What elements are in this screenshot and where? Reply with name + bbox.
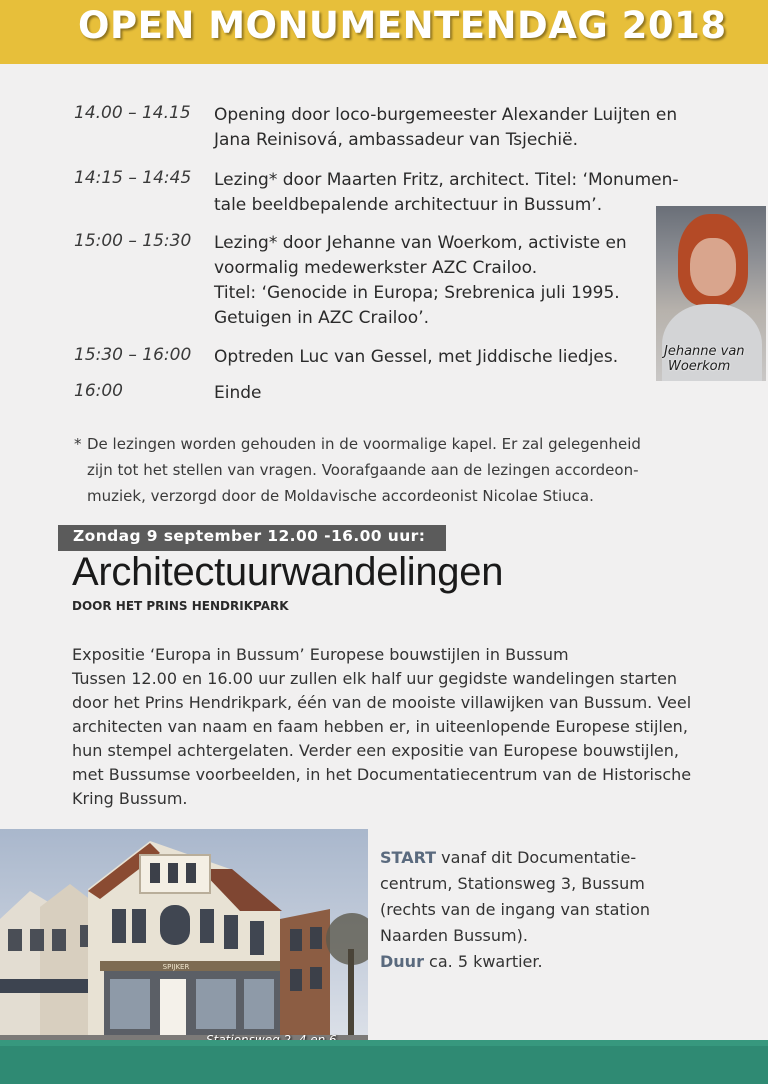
start-line-text: vanaf dit Documentatie- bbox=[436, 848, 637, 867]
program-line: Titel: ‘Genocide in Europa; Srebrenica juli 1995. bbox=[214, 283, 620, 303]
start-line bbox=[380, 949, 543, 975]
body-line: door het Prins Hendrikpark, één van de mooiste villawijken van Bussum. Veel bbox=[72, 693, 692, 712]
duration-text: ca. 5 kwartier. bbox=[423, 952, 543, 971]
program-line: voormalig medewerkster AZC Crailoo. bbox=[214, 258, 538, 278]
program-line: Einde bbox=[214, 383, 262, 403]
start-line: centrum, Stationsweg 3, Bussum bbox=[380, 874, 645, 893]
start-label: START bbox=[380, 848, 437, 867]
program-line: Jana Reinisová, ambassadeur van Tsjechië. bbox=[214, 130, 579, 150]
body-line: Tussen 12.00 en 16.00 uur zullen elk half uur gegidste wandelingen starten bbox=[72, 669, 678, 688]
program-time: 16:00 bbox=[74, 381, 123, 401]
body-line: Expositie ‘Europa in Bussum’ Europese bouwstijlen in Bussum bbox=[72, 645, 569, 664]
portrait-caption-line: Woerkom bbox=[668, 359, 731, 374]
program-line: tale beeldbepalende architectuur in Bussum’. bbox=[214, 195, 603, 215]
section-subtitle: DOOR HET PRINS HENDRIKPARK bbox=[72, 599, 289, 613]
program-time: 14.00 – 14.15 bbox=[74, 103, 191, 123]
footnote-line: De lezingen worden gehouden in de voormalige kapel. Er zal gelegenheid bbox=[87, 435, 641, 453]
body-line: Kring Bussum. bbox=[72, 789, 188, 808]
footnote-line: muziek, verzorgd door de Moldavische accordeonist Nicolae Stiuca. bbox=[87, 487, 594, 505]
program-time: 15:00 – 15:30 bbox=[74, 231, 192, 251]
header-banner bbox=[0, 0, 768, 64]
footer-band bbox=[0, 1040, 768, 1084]
program-line: Lezing* door Maarten Fritz, architect. Titel: ‘Monumen- bbox=[214, 170, 679, 190]
program-line: Opening door loco-burgemeester Alexander Luijten en bbox=[214, 105, 678, 125]
footnote-line: zijn tot het stellen van vragen. Voorafgaande aan de lezingen accordeon- bbox=[87, 461, 639, 479]
portrait-face bbox=[690, 238, 736, 296]
body-line: hun stempel achtergelaten. Verder een expositie van Europese bouwstijlen, bbox=[72, 741, 679, 760]
footer-band-strip bbox=[0, 1040, 768, 1046]
program-line: Optreden Luc van Gessel, met Jiddische liedjes. bbox=[214, 347, 619, 367]
footnote-marker: * bbox=[74, 435, 82, 453]
program-time: 15:30 – 16:00 bbox=[74, 345, 192, 365]
start-line bbox=[380, 845, 636, 871]
page-title: OPEN MONUMENTENDAG 2018 bbox=[78, 4, 727, 47]
body-line: met Bussumse voorbeelden, in het Documentatiecentrum van de Historische bbox=[72, 765, 692, 784]
date-bar-text: Zondag 9 september 12.00 -16.00 uur: bbox=[73, 527, 426, 545]
portrait-caption bbox=[664, 344, 764, 374]
start-line: Naarden Bussum). bbox=[380, 926, 528, 945]
program-line: Lezing* door Jehanne van Woerkom, activiste en bbox=[214, 233, 627, 253]
start-line: (rechts van de ingang van station bbox=[380, 900, 651, 919]
body-line: architecten van naam en faam hebben er, in uiteenlopende Europese stijlen, bbox=[72, 717, 688, 736]
section-title: Architectuurwandelingen bbox=[72, 550, 504, 594]
building-photo bbox=[0, 829, 368, 1055]
building-illustration bbox=[0, 829, 368, 1055]
shop-sign: SPIJKER bbox=[162, 963, 190, 971]
program-line: Getuigen in AZC Crailoo’. bbox=[214, 308, 430, 328]
date-bar bbox=[58, 525, 446, 551]
portrait-photo bbox=[656, 206, 766, 381]
duration-label: Duur bbox=[380, 952, 424, 971]
program-time: 14:15 – 14:45 bbox=[74, 168, 192, 188]
portrait-caption-line: Jehanne van bbox=[664, 344, 745, 359]
